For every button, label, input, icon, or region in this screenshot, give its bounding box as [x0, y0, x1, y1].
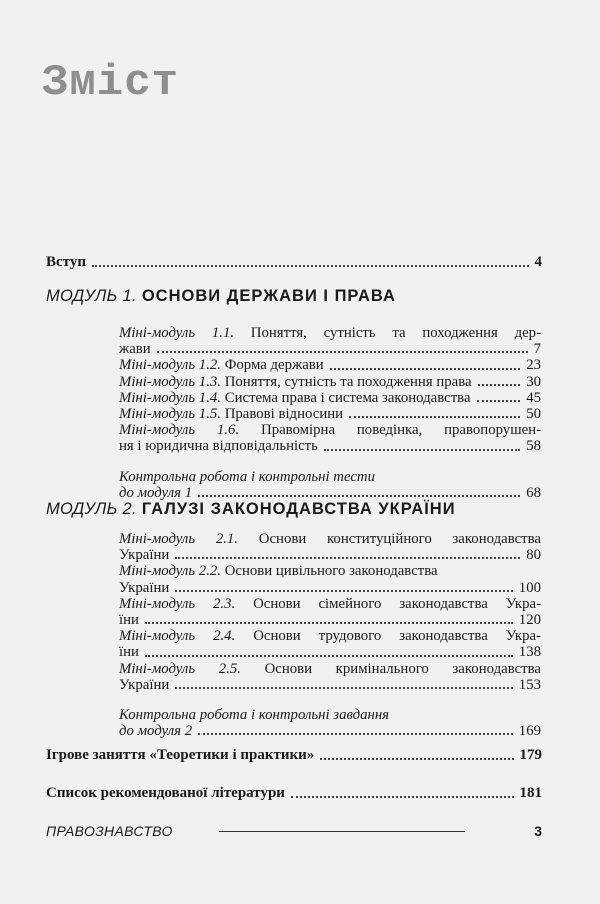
mini-module-label: Міні-модуль 2.4. — [119, 628, 236, 645]
toc-entry-mini-2-4[interactable] — [119, 628, 541, 660]
mini-module-label: Міні-модуль 2.1. — [119, 531, 239, 547]
mini-module-label: Міні-модуль 2.2. — [119, 563, 222, 580]
toc-entry-text: України — [119, 547, 170, 564]
toc-page-number: 80 — [526, 547, 541, 564]
mini-module-label: Міні-модуль 1.5. — [119, 406, 222, 423]
toc-entry-intro[interactable] — [46, 253, 542, 271]
leader-dots — [477, 400, 521, 402]
toc-page-number: 181 — [519, 785, 542, 801]
toc-page-number: 4 — [534, 254, 542, 270]
toc-entry-text: Основи сімейного законодавства Укра- — [253, 595, 541, 612]
mini-module-label: Міні-модуль 2.3. — [119, 595, 236, 612]
toc-entry-text: Правомірна поведінка, правопорушен- — [261, 422, 541, 439]
leader-dots — [175, 687, 513, 689]
toc-entry-text: України — [119, 579, 170, 596]
leader-dots — [198, 495, 520, 497]
toc-entry-text: України — [119, 676, 170, 693]
toc-entry-mini-1-6[interactable] — [119, 422, 541, 454]
module-1-entries — [119, 325, 541, 501]
mini-module-label: Міні-модуль 1.6. — [119, 422, 240, 439]
toc-page-number: 45 — [526, 389, 541, 406]
leader-dots — [324, 449, 520, 451]
toc-entry-control-2[interactable] — [119, 707, 541, 739]
toc-entry-text: жави — [119, 341, 151, 358]
toc-entry-literature[interactable] — [46, 785, 542, 802]
leader-dots — [349, 416, 520, 418]
toc-entry-text: до модуля 2 — [119, 723, 193, 740]
toc-page-number: 169 — [518, 723, 541, 740]
toc-entry-mini-1-2[interactable] — [119, 357, 541, 373]
leader-dots — [145, 622, 513, 624]
leader-dots — [157, 351, 528, 353]
module-heading-2 — [46, 500, 456, 519]
toc-entry-label: Ігрове заняття «Теоретики і практики» — [46, 747, 315, 763]
mini-module-label: Міні-модуль 1.4. — [119, 389, 222, 406]
leader-dots — [175, 590, 513, 592]
toc-entry-text: Основи трудового законодавства Укра- — [253, 628, 541, 645]
toc-entry-mini-1-5[interactable] — [119, 406, 541, 422]
toc-page-number: 23 — [526, 357, 541, 374]
module-prefix: МОДУЛЬ 1. — [46, 287, 137, 305]
toc-page-number: 68 — [526, 484, 541, 501]
toc-page-number: 58 — [526, 438, 541, 455]
toc-entry-mini-2-3[interactable] — [119, 596, 541, 628]
toc-entry-text: їни — [119, 612, 139, 629]
toc-entry-mini-2-2[interactable] — [119, 563, 541, 595]
page-footer — [46, 823, 542, 839]
module-name: ОСНОВИ ДЕРЖАВИ І ПРАВА — [141, 287, 396, 305]
module-heading-1 — [46, 287, 396, 306]
toc-page-number: 100 — [518, 579, 541, 596]
mini-module-label: Міні-модуль 1.2. — [119, 357, 222, 374]
toc-page-number: 7 — [533, 341, 541, 358]
toc-entry-mini-2-1[interactable] — [119, 531, 541, 563]
module-prefix: МОДУЛЬ 2. — [46, 500, 137, 518]
toc-entry-text: ня і юридична відповідальність — [119, 438, 318, 455]
toc-page-number: 30 — [526, 373, 541, 390]
toc-page-number: 50 — [526, 406, 541, 423]
toc-entry-label: Список рекомендованої літератури — [46, 785, 285, 801]
book-title: ПРАВОЗНАВСТВО — [46, 823, 173, 839]
toc-page-number: 179 — [519, 747, 542, 763]
module-2-entries — [119, 531, 541, 739]
toc-entry-mini-2-5[interactable] — [119, 661, 541, 693]
toc-entry-text: Основи конституційного законодавства — [258, 531, 541, 547]
toc-entry-text: до модуля 1 — [119, 484, 193, 501]
toc-entry-text: їни — [119, 644, 139, 661]
toc-entry-text: Поняття, сутність та походження права — [224, 373, 472, 390]
mini-module-label: Міні-модуль 1.1. — [119, 325, 235, 341]
toc-entry-label: Вступ — [46, 254, 86, 270]
page-title: Зміст — [42, 58, 180, 108]
mini-module-label: Міні-модуль 1.3. — [119, 373, 222, 390]
toc-entry-text: Основи цивільного законодавства — [224, 563, 438, 580]
toc-page-number: 138 — [518, 644, 541, 661]
toc-entry-text: Основи кримінального законодавства — [264, 660, 541, 677]
leader-dots — [145, 655, 513, 657]
toc-entry-text: Форма держави — [224, 357, 324, 374]
module-name: ГАЛУЗІ ЗАКОНОДАВСТВА УКРАЇНИ — [141, 500, 456, 518]
leader-dots — [198, 733, 513, 735]
toc-entry-text: Система права і система законодавства — [224, 389, 471, 406]
leader-dots — [320, 758, 513, 760]
leader-dots — [478, 384, 521, 386]
leader-dots — [330, 368, 521, 370]
toc-entry-text: Поняття, сутність та походження дер- — [250, 325, 542, 341]
toc-entry-control-1[interactable] — [119, 469, 541, 501]
page-number: 3 — [534, 823, 542, 839]
leader-dots — [175, 557, 520, 559]
toc-page-number: 120 — [518, 612, 541, 629]
toc-page-number: 153 — [518, 676, 541, 693]
leader-dots — [291, 796, 514, 798]
toc-entry-mini-1-4[interactable] — [119, 390, 541, 406]
toc-entry-text: Правові відносини — [224, 406, 344, 423]
toc-entry-mini-1-1[interactable] — [119, 325, 541, 357]
toc-entry-text: Контрольна робота і контрольні тести — [119, 468, 376, 485]
leader-dots — [92, 265, 529, 267]
footer-rule — [219, 831, 465, 832]
mini-module-label: Міні-модуль 2.5. — [119, 660, 241, 677]
toc-entry-mini-1-3[interactable] — [119, 374, 541, 390]
toc-entry-game[interactable] — [46, 747, 542, 764]
toc-entry-text: Контрольна робота і контрольні завдання — [119, 707, 390, 724]
